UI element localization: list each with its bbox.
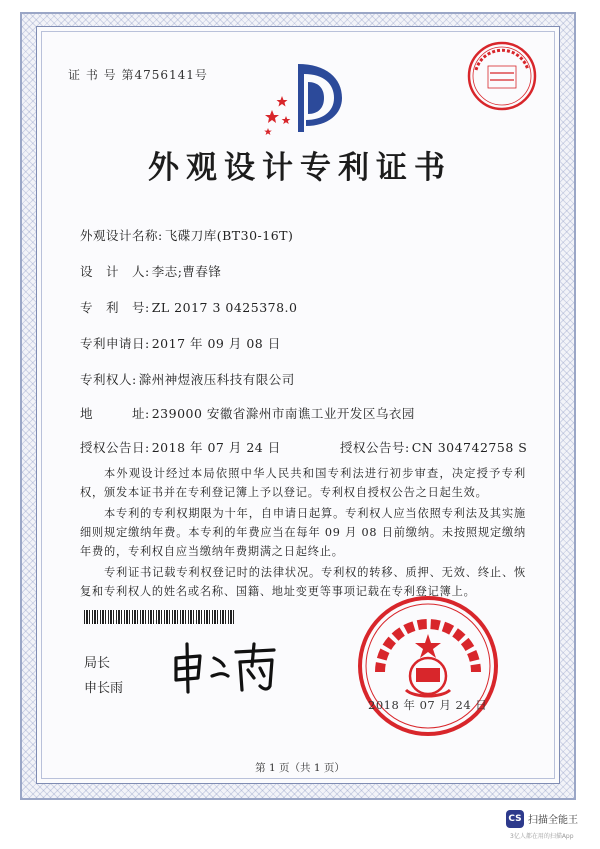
director-signature-icon — [170, 636, 288, 696]
seal-date: 2018 年 07 月 24 日 — [368, 698, 488, 712]
field-design-name: 外观设计名称: 飞碟刀库(BT30-16T) — [80, 228, 294, 243]
cnipa-official-seal-icon — [356, 594, 500, 738]
tax-stamp-icon — [466, 40, 538, 112]
scanner-watermark — [506, 807, 598, 843]
field-patent-number: 专 利 号: ZL 2017 3 0425378.0 — [80, 300, 298, 315]
director-name: 申长雨 — [84, 681, 124, 696]
field-filing-date: 专利申请日: 2017 年 09 月 08 日 — [80, 336, 281, 351]
certificate-number: 证 书 号 第4756141号 — [68, 68, 208, 82]
page-number: 第 1 页（共 1 页） — [255, 762, 345, 774]
field-grant-number: 授权公告号: CN 304742758 S — [340, 440, 528, 455]
paragraph-legal-status: 专利证书记载专利权登记时的法律状况。专利权的转移、质押、无效、终止、恢复和专利权人的姓名或名称、国籍、地址变更等事项记载在专利登记簿上。 — [80, 566, 526, 598]
field-address: 地 址: 239000 安徽省滁州市南谯工业开发区乌衣园 — [80, 406, 415, 421]
barcode — [84, 610, 234, 624]
scanner-app-name: 扫描全能王 — [528, 815, 578, 826]
paragraph-term-notice: 本专利的专利权期限为十年，自申请日起算。专利权人应当依照专利法及其实施细则规定缴纳年费。本专利的年费应当在每年 09 月 08 日前缴纳。未按照规定缴纳年费的，专利权自应当缴纳年费期满之日起终止。 — [80, 507, 526, 558]
certificate-title: 外观设计专利证书 — [148, 150, 452, 186]
scanner-logo-icon: CS — [506, 810, 524, 828]
cnipa-emblem-icon — [258, 56, 350, 140]
field-designer: 设 计 人: 李志;曹春锋 — [80, 264, 222, 279]
field-patentee: 专利权人: 滁州神煜液压科技有限公司 — [80, 372, 295, 387]
director-title: 局长 — [84, 656, 111, 671]
scanner-tagline: 3亿人都在用的扫描App — [510, 833, 574, 840]
field-grant-date: 授权公告日: 2018 年 07 月 24 日 — [80, 440, 281, 455]
paragraph-grant-notice: 本外观设计经过本局依照中华人民共和国专利法进行初步审查，决定授予专利权，颁发本证书并在专利登记簿上予以登记。专利权自授权公告之日起生效。 — [80, 467, 526, 499]
